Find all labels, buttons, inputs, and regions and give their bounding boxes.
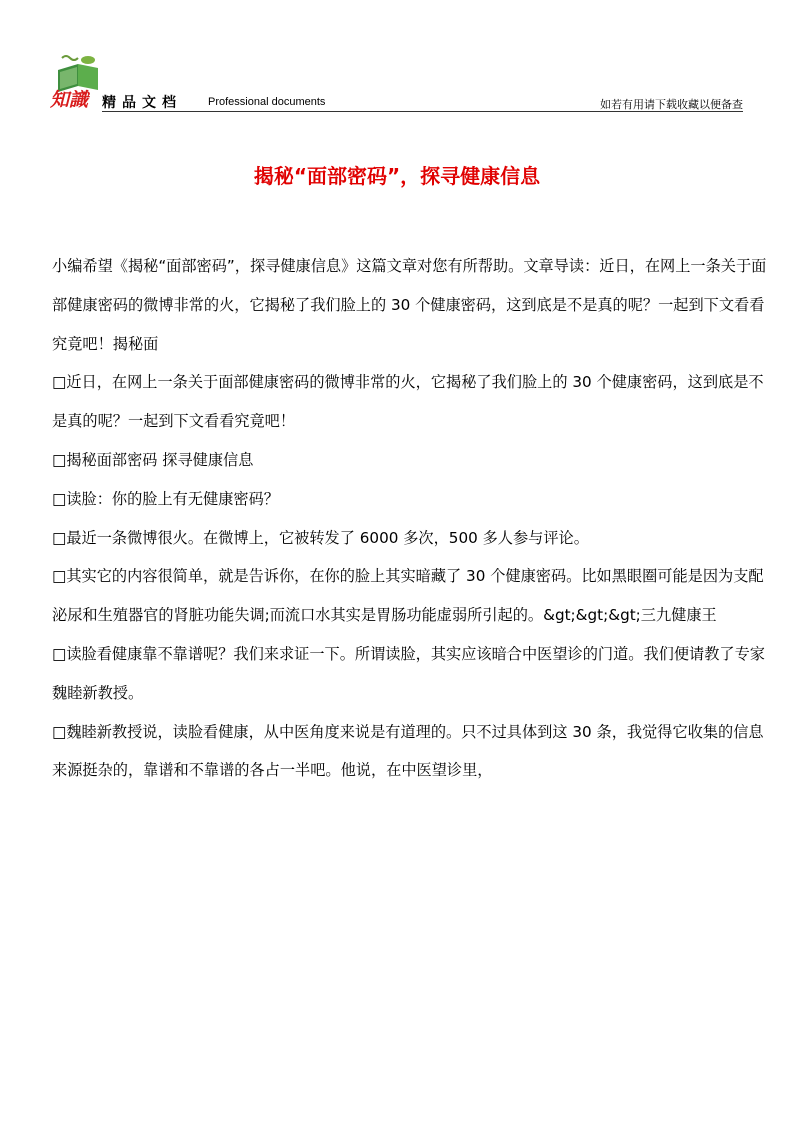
article-title: 揭秘“面部密码”，探寻健康信息 xyxy=(253,164,541,188)
paragraph: □魏睦新教授说，读脸看健康，从中医角度来说是有道理的。只不过具体到这 30 条，我觉得它收集的信息来源挺杂的，靠谱和不靠谱的各占一半吧。他说，在中医望诊里， xyxy=(52,722,764,780)
article-body xyxy=(52,247,772,790)
header-divider xyxy=(102,111,743,112)
page-header xyxy=(0,0,794,120)
header-note: 如若有用请下载收藏以便备查 xyxy=(600,98,743,111)
brand-name: 精品文档 xyxy=(102,95,182,111)
paragraph: □最近一条微博很火。在微博上，它被转发了 6000 多次，500 多人参与评论。 xyxy=(52,528,589,547)
paragraph: □其实它的内容很简单，就是告诉你，在你的脸上其实暗藏了 30 个健康密码。比如黑眼圈可能是因为支配泌尿和生殖器官的肾脏功能失调;而流口水其实是胃肠功能虚弱所引起的。&gt;&gt;&gt;三九健康王 xyxy=(52,567,764,625)
paragraph: 小编希望《揭秘“面部密码”，探寻健康信息》这篇文章对您有所帮助。文章导读：近日，在网上一条关于面部健康密码的微博非常的火，它揭秘了我们脸上的 30 个健康密码，这到底是不是真的呢？一起到下文看看究竟吧！揭秘面 xyxy=(52,257,767,353)
logo-text: 知識 xyxy=(50,89,89,110)
paragraph: □读脸：你的脸上有无健康密码？ xyxy=(52,489,279,508)
logo-book-icon xyxy=(48,52,110,110)
paragraph: □近日，在网上一条关于面部健康密码的微博非常的火，它揭秘了我们脸上的 30 个健康密码，这到底是不是真的呢？一起到下文看看究竟吧！ xyxy=(52,373,764,431)
brand-english: Professional documents xyxy=(208,96,326,108)
paragraph: □揭秘面部密码 探寻健康信息 xyxy=(52,450,254,469)
paragraph: □读脸看健康靠不靠谱呢？我们来求证一下。所谓读脸，其实应该暗合中医望诊的门道。我们便请教了专家魏睦新教授。 xyxy=(52,644,765,702)
